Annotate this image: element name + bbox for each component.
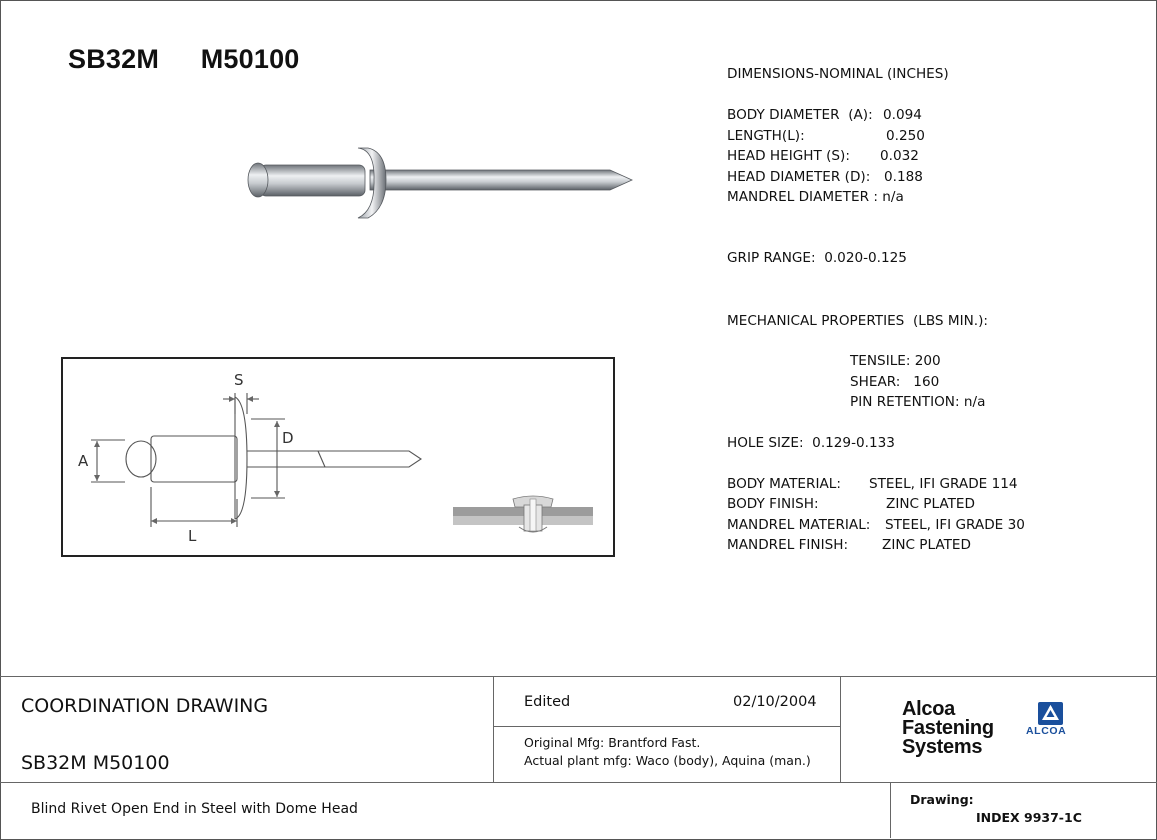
company-logo-text: [902, 700, 994, 757]
grip-range: GRIP RANGE: 0.020-0.125: [727, 250, 907, 266]
head-diameter-value: 0.188: [884, 169, 923, 185]
body-diameter-value: 0.094: [883, 107, 922, 123]
label-d: D: [282, 429, 294, 447]
mandrel-finish-value: ZINC PLATED: [882, 537, 971, 553]
head-diameter-label: HEAD DIAMETER (D):: [727, 169, 871, 185]
label-l: L: [188, 527, 197, 545]
alcoa-logo-icon: [1038, 702, 1063, 725]
dimensions-heading: DIMENSIONS-NOMINAL (INCHES): [727, 66, 949, 82]
titleblock-mid-rule: [0, 782, 1157, 783]
body-diameter-label: BODY DIAMETER (A):: [727, 107, 873, 123]
mandrel-finish-label: MANDREL FINISH:: [727, 537, 849, 553]
shear: SHEAR: 160: [850, 374, 940, 390]
rivet-photo: [240, 140, 640, 235]
titleblock-top-rule: [0, 676, 1157, 677]
company-line-1: Alcoa: [902, 698, 955, 720]
dimension-diagram: [61, 357, 615, 557]
mechanical-heading: MECHANICAL PROPERTIES (LBS MIN.):: [727, 313, 988, 329]
company-line-2: Fastening: [902, 717, 994, 739]
rivet-schematic: [63, 359, 613, 555]
company-line-3: Systems: [902, 736, 983, 758]
tensile: TENSILE: 200: [850, 353, 941, 369]
actual-mfg: Actual plant mfg: Waco (body), Aquina (man.): [524, 753, 811, 768]
titleblock-divider-2: [840, 676, 841, 782]
label-a: A: [78, 452, 89, 470]
body-finish-value: ZINC PLATED: [886, 496, 975, 512]
brand-name: ALCOA: [1026, 725, 1067, 737]
edited-label: Edited: [524, 694, 571, 710]
head-height-value: 0.032: [880, 148, 919, 164]
mandrel-material-label: MANDREL MATERIAL:: [727, 517, 871, 533]
body-finish-label: BODY FINISH:: [727, 496, 819, 512]
pin-retention: PIN RETENTION: n/a: [850, 394, 986, 410]
titleblock-divider-3: [890, 782, 891, 838]
length-label: LENGTH(L):: [727, 128, 805, 144]
drawing-index: INDEX 9937-1C: [976, 810, 1082, 825]
head-height-label: HEAD HEIGHT (S):: [727, 148, 850, 164]
original-mfg: Original Mfg: Brantford Fast.: [524, 735, 701, 750]
mandrel-material-value: STEEL, IFI GRADE 30: [885, 517, 1025, 533]
hole-size: HOLE SIZE: 0.129-0.133: [727, 435, 895, 451]
edited-date: 02/10/2004: [733, 694, 817, 710]
label-s: S: [234, 371, 244, 389]
body-material-value: STEEL, IFI GRADE 114: [869, 476, 1018, 492]
length-value: 0.250: [886, 128, 925, 144]
part-description: Blind Rivet Open End in Steel with Dome Head: [31, 801, 358, 817]
titleblock-part: SB32M M50100: [21, 752, 170, 774]
edited-rule: [493, 726, 841, 727]
body-material-label: BODY MATERIAL:: [727, 476, 841, 492]
alt-number: M50100: [200, 44, 300, 74]
drawing-label: Drawing:: [910, 792, 974, 807]
drawing-type: COORDINATION DRAWING: [21, 695, 269, 717]
titleblock-divider-1: [493, 676, 494, 782]
part-number: SB32M: [68, 44, 160, 74]
mandrel-diameter: MANDREL DIAMETER : n/a: [727, 189, 904, 205]
page-title: [68, 44, 300, 75]
